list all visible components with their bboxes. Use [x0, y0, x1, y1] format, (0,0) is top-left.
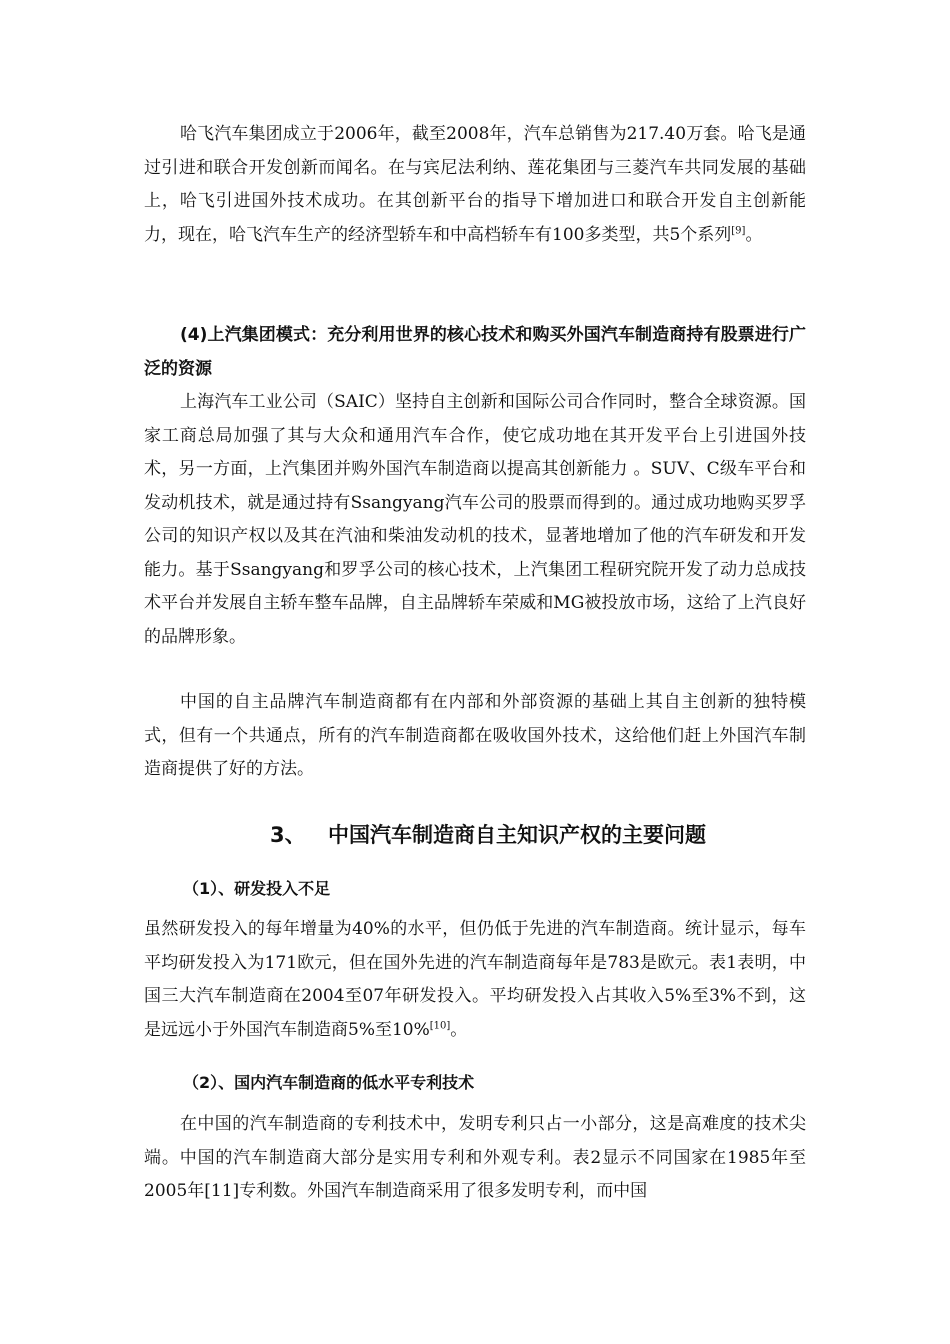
subheading-patent-level: （2）、国内汽车制造商的低水平专利技术	[183, 1073, 475, 1092]
paragraph-saic: 上海汽车工业公司（SAIC）坚持自主创新和国际公司合作同时，整合全球资源。国家工商总局加强了其与大众和通用汽车合作，使它成功地在其开发平台上引进国外技术，另一方面，上汽集团并购外国汽车制造商以提高其创新能力 。SUV、C级车平台和发动机技术，就是通过持有Ssangyang汽车公司的股票而得到的。通过成功地购买罗孚公司的知识产权以及其在汽油和柴油发动机的技术，显著地增加了他的汽车研发和开发能力。基于Ssangyang和罗孚公司的核心技术，上汽集团工程研究院开发了动力总成技术平台并发展自主轿车整车品牌，自主品牌轿车荣威和MG被投放市场，这给了上汽良好的品牌形象。	[144, 392, 806, 647]
section-3-number: 3、	[270, 823, 306, 847]
subheading-rd-investment: （1）、研发投入不足	[183, 879, 331, 898]
citation-10: [10]	[429, 1019, 451, 1031]
section-3-title: 中国汽车制造商自主知识产权的主要问题	[328, 823, 706, 847]
paragraph-common-point: 中国的自主品牌汽车制造商都有在内部和外部资源的基础上其自主创新的独特模式，但有一个共通点，所有的汽车制造商都在吸收国外技术，这给他们赶上外国汽车制造商提供了好的方法。	[144, 692, 806, 779]
paragraph-hafei-end: 。	[745, 224, 763, 245]
paragraph-hafei-text: 哈飞汽车集团成立于2006年，截至2008年，汽车总销售为217.40万套。哈飞是通过引进和联合开发创新而闻名。在与宾尼法利纳、莲花集团与三菱汽车共同发展的基础上，哈飞引进国外技术成功。在其创新平台的指导下增加进口和联合开发自主创新能力，现在，哈飞汽车生产的经济型轿车和中高档轿车有100多类型，共5个系列	[144, 124, 806, 245]
citation-9: [9]	[731, 224, 746, 236]
paragraph-hafei	[144, 118, 806, 252]
paragraph-rd-investment-end: 。	[450, 1019, 468, 1040]
paragraph-rd-investment	[144, 913, 806, 1047]
paragraph-patents: 在中国的汽车制造商的专利技术中，发明专利只占一小部分，这是高难度的技术尖端。中国的汽车制造商大部分是实用专利和外观专利。表2显示不同国家在1985年至2005年[11]专利数。外国汽车制造商采用了很多发明专利，而中国	[144, 1114, 806, 1201]
paragraph-rd-investment-text: 虽然研发投入的每年增量为40%的水平，但仍低于先进的汽车制造商。统计显示，每车平均研发投入为171欧元，但在国外先进的汽车制造商每年是783是欧元。表1表明，中国三大汽车制造商在2004至07年研发投入。平均研发投入占其收入5%至3%不到，这是远远小于外国汽车制造商5%至10%	[144, 919, 806, 1040]
section-3-heading	[270, 818, 706, 852]
heading-saic-model: (4)上汽集团模式：充分利用世界的核心技术和购买外国汽车制造商持有股票进行广泛的资源	[144, 325, 806, 379]
